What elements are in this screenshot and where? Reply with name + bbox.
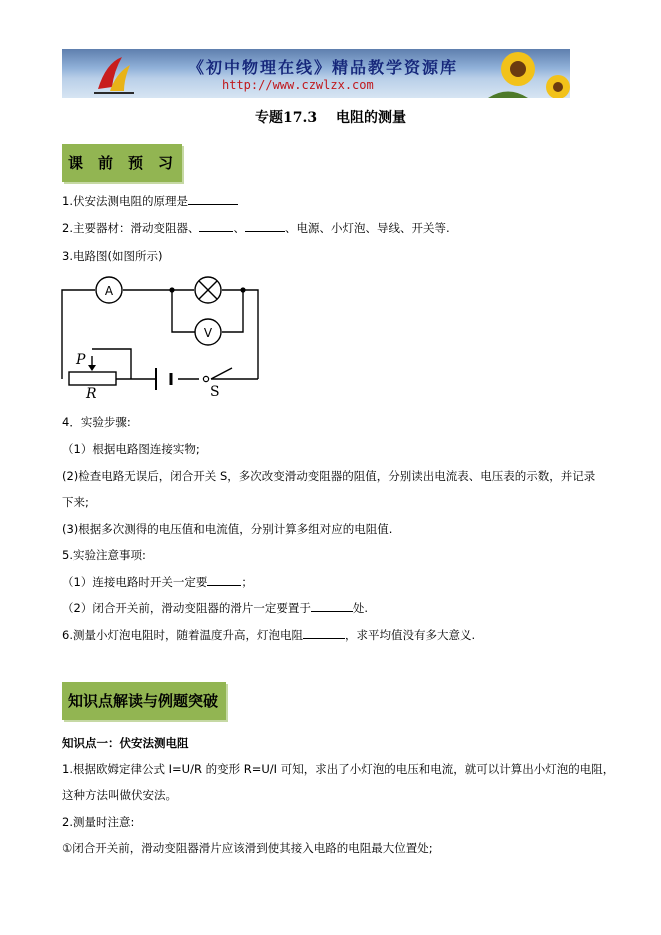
question-2-text-b: 、电源、小灯泡、导线、开关等. — [284, 221, 450, 235]
question-6 — [62, 626, 475, 644]
banner-title: 《初中物理在线》精品教学资源库 — [188, 58, 459, 77]
step-2-line-2: 下来; — [62, 495, 89, 509]
question-4: 4．实验步骤: — [62, 415, 131, 429]
answer-blank[interactable] — [207, 573, 241, 586]
banner-url[interactable]: http://www.czwlzx.com — [222, 78, 374, 92]
header-banner — [62, 49, 570, 98]
answer-blank[interactable] — [311, 599, 353, 612]
document-title: 专题17.3 电阻的测量 — [255, 110, 406, 126]
knowledge-point-1: 知识点一：伏安法测电阻 — [62, 736, 189, 750]
section-heading-knowledge: 知识点解读与例题突破 — [62, 682, 226, 720]
answer-blank[interactable] — [303, 626, 345, 639]
question-2 — [62, 219, 450, 237]
switch-label: S — [210, 384, 220, 398]
question-1-text: 1.伏安法测电阻的原理是 — [62, 194, 188, 208]
note-1-text: （1）连接电路时开关一定要 — [62, 575, 208, 589]
step-2-line-1: (2)检查电路无误后，闭合开关 S，多次改变滑动变阻器的阻值，分别读出电流表、电压表的示数，并记录 — [62, 469, 596, 483]
note-2 — [62, 599, 368, 617]
paragraph-2: 2.测量时注意: — [62, 815, 135, 829]
paragraph-1-line-2: 这种方法叫做伏安法。 — [62, 788, 177, 802]
note-1 — [62, 573, 253, 591]
question-6-end: ，求平均值没有多大意义. — [344, 628, 476, 642]
ammeter-label: A — [104, 284, 114, 298]
circuit-diagram — [56, 274, 270, 398]
slider-arrow-icon — [88, 365, 96, 371]
question-5: 5.实验注意事项: — [62, 548, 146, 562]
paragraph-3: ①闭合开关前，滑动变阻器滑片应该滑到使其接入电路的电阻最大位置处; — [62, 841, 433, 855]
note-2-end: 处. — [352, 601, 368, 615]
paragraph-1-line-1: 1.根据欧姆定律公式 I=U/R 的变形 R=U/I 可知，求出了小灯泡的电压和电流，就可以计算出小灯泡的电阻， — [62, 762, 615, 776]
question-6-text: 6.测量小灯泡电阻时，随着温度升高，灯泡电阻 — [62, 628, 303, 642]
step-1: （1）根据电路图连接实物; — [62, 442, 200, 456]
section-heading-preview: 课 前 预 习 — [62, 144, 182, 182]
answer-blank[interactable] — [188, 192, 238, 205]
question-2-text-a: 2.主要器材：滑动变阻器、 — [62, 221, 200, 235]
rheostat-label: R — [86, 386, 97, 398]
answer-blank[interactable] — [199, 219, 233, 232]
answer-blank[interactable] — [245, 219, 285, 232]
rheostat-icon — [69, 372, 116, 385]
note-1-end: ； — [241, 575, 253, 589]
logo-icon — [92, 53, 136, 95]
step-3: (3)根据多次测得的电压值和电流值，分别计算多组对应的电阻值. — [62, 522, 393, 536]
question-2-separator: 、 — [233, 221, 245, 235]
question-1 — [62, 192, 238, 210]
sunflower-image — [478, 49, 570, 98]
voltmeter-label: V — [203, 326, 213, 340]
question-3: 3.电路图(如图所示) — [62, 249, 163, 263]
slider-label: P — [76, 352, 86, 368]
note-2-text: （2）闭合开关前，滑动变阻器的滑片一定要置于 — [62, 601, 311, 615]
